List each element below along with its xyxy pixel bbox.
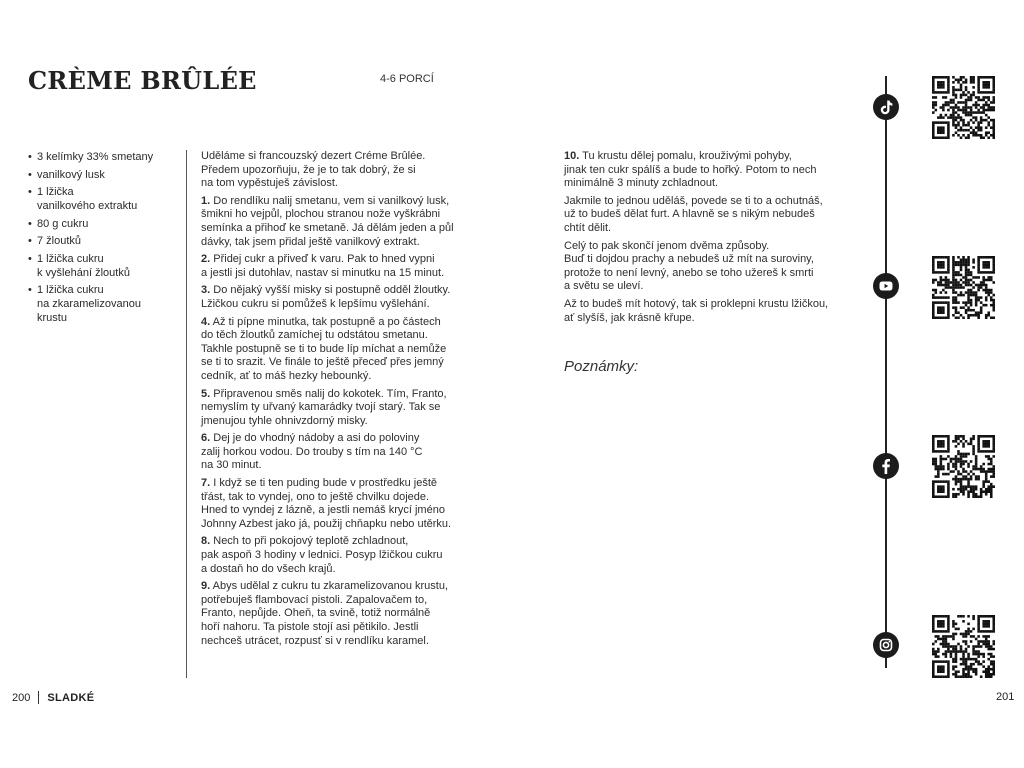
step-3 [201, 284, 471, 311]
ingredient-item: • 1 lžička cukru k vyšlehání žloutků [28, 252, 168, 280]
step-text: Nech to při pokojový teplotě zchladnout, pak aspoň 3 hodiny v lednici. Posyp lžičkou cukru a dostaň ho do všech krajů. [201, 535, 443, 575]
recipe-title: CRÈME BRÛLÉE [28, 66, 257, 95]
step-text: Abys udělal z cukru tu zkaramelizovanou krustu, potřebuješ flambovací pistoli. Zapalovačem to, Franto, nepůjde. Oheň, ta svině, totiž normálně hoří nahoru. Ta pistole stojí asi pětikilo. Jestli nechceš utrácet, rozpusť si v rendlíku karamel. [201, 580, 449, 647]
qr-pattern [932, 615, 995, 678]
youtube-icon[interactable] [873, 273, 899, 299]
qr-code-tiktok[interactable] [932, 76, 995, 139]
closing-paragraph: Jakmile to jednou uděláš, povede se ti to a ochutnáš, už to budeš dělat furt. A hlavně se s nikým nebudeš chtít dělit. [564, 194, 823, 234]
portions-label: 4-6 PORCÍ [380, 73, 434, 85]
footer-left [12, 691, 94, 704]
qr-pattern [932, 76, 995, 139]
ingredient-item: • 1 lžička cukru na zkaramelizovanou krustu [28, 283, 168, 325]
closing-paragraph: Až to budeš mít hotový, tak si proklepni krustu lžičkou, ať slyšíš, jak krásně křupe. [564, 297, 829, 324]
tiktok-icon[interactable] [873, 94, 899, 120]
step-6 [201, 432, 471, 473]
ingredient-item: • 1 lžička vanilkového extraktu [28, 185, 168, 213]
step-7 [201, 477, 471, 531]
step-1 [201, 195, 471, 249]
step-number: 7. [201, 477, 211, 490]
step-text: Tu krustu dělej pomalu, krouživými pohyby, jinak ten cukr spálíš a bude to hořký. Potom to nech minimálně 3 minuty zchladnout. [564, 150, 817, 190]
instructions-column-2 [564, 150, 849, 329]
step-number: 10. [564, 150, 580, 162]
step-number: 6. [201, 432, 211, 445]
qr-pattern [932, 435, 995, 498]
step-text: Až ti pípne minutka, tak postupně a po částech do těch žloutků zamíchej tu odstátou smetanu. Takhle postupně se ti to bude líp míchat a nemůže se ti to srazit. Ve finále to ještě přeceď přes jemný cedník, ať to máš hezky hebounký. [201, 315, 447, 382]
ingredient-item: • vanilkový lusk [28, 168, 168, 182]
step-number: 2. [201, 253, 211, 266]
step-number: 1. [201, 194, 211, 207]
qr-code-facebook[interactable] [932, 435, 995, 498]
ingredients-list [28, 150, 168, 329]
step-text: Přidej cukr a přiveď k varu. Pak to hned vypni a jestli jsi dutohlav, nastav si minutku na 15 minut. [201, 253, 445, 279]
step-number: 4. [201, 315, 211, 328]
intro-paragraph: Uděláme si francouzský dezert Créme Brûlée. Předem upozorňuju, že je to tak dobrý, že si na tom vypěstuješ závislost. [201, 150, 426, 190]
closing-paragraph: Celý to pak skončí jenom dvěma způsoby. Buď ti dojdou prachy a nebudeš už mít na suroviny, protože to není levný, anebo se toho užereš k smrti a světu se uleví. [564, 239, 814, 293]
step-number: 8. [201, 535, 211, 548]
instagram-icon[interactable] [873, 632, 899, 658]
step-text: Dej je do vhodný nádoby a asi do poloviny zalij horkou vodou. Do trouby s tím na 140 °C na 30 minut. [201, 432, 423, 472]
step-text: Do rendlíku nalij smetanu, vem si vanilkový lusk, šmikni ho vejpůl, plochou stranou nože vyškrábni semínka a přihoď ke smetaně. Já dělám jeden a půl dávky, tak jsem přidal ještě vanilkový extrakt. [201, 194, 454, 248]
qr-code-youtube[interactable] [932, 256, 995, 319]
social-timeline-line [885, 76, 887, 668]
section-label: SLADKÉ [47, 691, 95, 704]
page-number-right: 201 [996, 691, 1015, 703]
step-number: 5. [201, 387, 211, 400]
step-number: 9. [201, 580, 211, 593]
step-4 [201, 316, 471, 384]
step-10 [564, 150, 849, 191]
page-number-left: 200 [12, 691, 31, 704]
step-text: I když se ti ten puding bude v prostředku ještě třást, tak to vyndej, ono to ještě chvilku dojede. Hned to vyndej z lázně, a jestli nemáš krycí jméno Johnny Azbest jako já, použij chňapku nebo utěrku. [201, 477, 452, 530]
ingredient-item: • 3 kelímky 33% smetany [28, 150, 168, 164]
step-8 [201, 535, 471, 576]
ingredient-item: • 7 žloutků [28, 234, 168, 248]
facebook-icon[interactable] [873, 453, 899, 479]
qr-pattern [932, 256, 995, 319]
step-text: Do nějaký vyšší misky si postupně odděl žloutky. Lžičkou cukru si pomůžeš k lepšímu vyšlehání. [201, 284, 451, 310]
step-number: 3. [201, 284, 211, 297]
step-5 [201, 388, 471, 429]
step-text: Připravenou směs nalij do kokotek. Tím, Franto, nemyslím ty uřvaný kamarádky tvojí starý. Tak se jmenujou tyhle ohnivzdorný misky. [201, 387, 447, 427]
qr-code-instagram[interactable] [932, 615, 995, 678]
step-2 [201, 253, 471, 280]
instructions-column-1 [201, 150, 471, 652]
notes-heading: Poznámky: [564, 358, 639, 375]
ingredient-item: • 80 g cukru [28, 217, 168, 231]
column-divider [186, 150, 187, 678]
step-9 [201, 580, 471, 648]
footer-separator [38, 691, 39, 704]
